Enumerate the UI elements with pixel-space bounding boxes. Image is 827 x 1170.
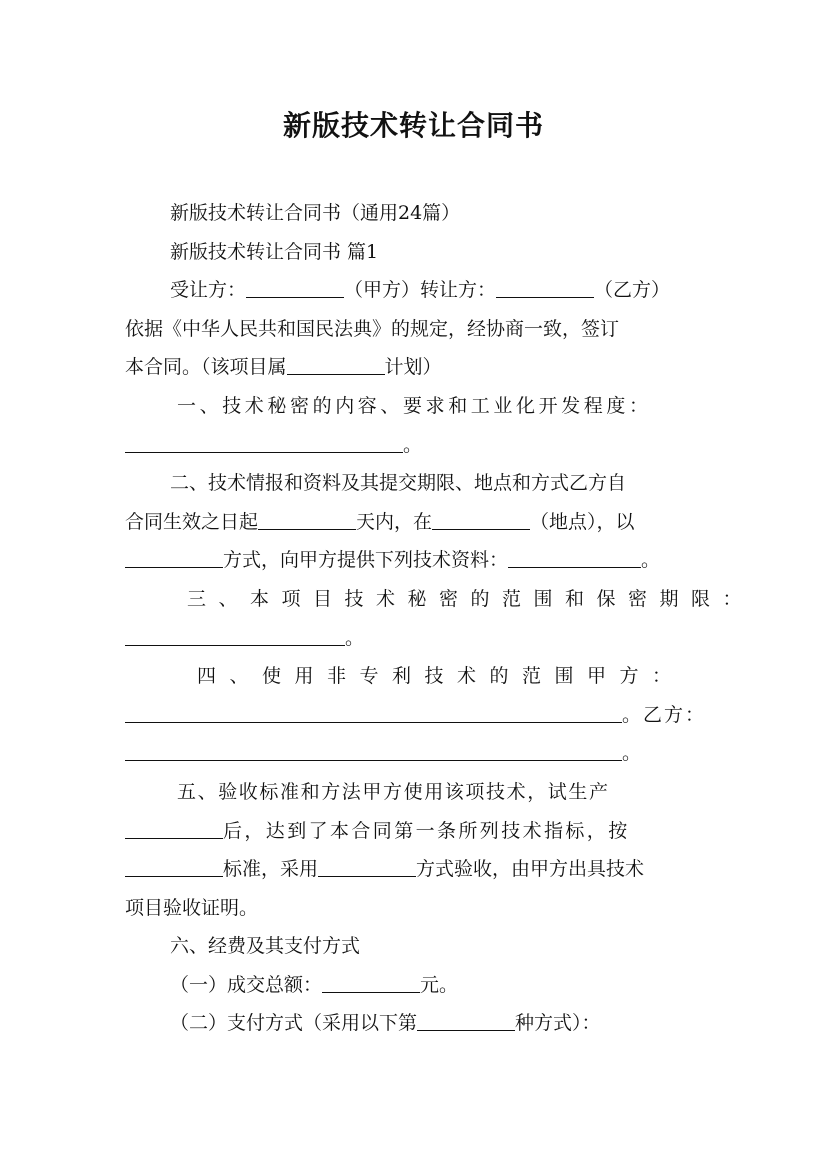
blank-line [125,820,223,839]
blank-line [432,511,530,530]
text-run: 后，达到了本合同第一条所列技术指标，按 [223,819,630,842]
document-title: 新版技术转让合同书 [282,109,544,142]
text-run: （二）支付方式（采用以下第 [170,1012,418,1035]
blank-line [125,858,223,877]
paragraph [125,734,710,773]
blank-line [125,549,223,568]
paragraph [125,966,710,1005]
text-run: （乙方） [594,279,671,302]
document-body [125,194,755,1043]
text-run: （地点），以 [530,510,635,533]
blank-line [125,434,403,453]
paragraph [125,541,710,580]
paragraph: 二、技术情报和资料及其提交期限、地点和方式乙方自 [170,472,627,495]
blank-line [125,704,622,723]
blank-line [125,627,345,646]
blank-line [508,549,641,568]
paragraph: 新版技术转让合同书（通用24篇） [170,202,461,224]
paragraph: 新版技术转让合同书 篇1 [170,240,379,263]
paragraph: 五、验收标准和方法甲方使用该项技术，试生产 [177,780,610,803]
text-run: 计划） [384,356,442,379]
text-run: 。 [622,742,642,765]
paragraph [125,812,710,851]
paragraph: 依据《中华人民共和国民法典》的规定，经协商一致，签订 [125,317,620,340]
blank-line [246,279,344,298]
text-run: 。 [641,549,661,572]
blank-line [258,511,356,530]
paragraph [125,348,710,387]
text-run: 元。 [420,973,459,996]
blank-line [318,858,416,877]
text-run: 。乙方： [622,703,707,726]
text-run: 。 [345,626,365,649]
paragraph [125,271,710,310]
paragraph: 四、使用非专利技术的范围甲方： [197,665,685,688]
text-run: 天内，在 [356,510,433,533]
blank-line [496,279,594,298]
text-run: 种方式）： [515,1012,601,1035]
blank-line [125,742,622,761]
paragraph: 一、技术秘密的内容、要求和工业化开发程度： [177,394,652,417]
text-run: 标准，采用 [223,858,319,881]
blank-line [322,974,420,993]
text-run: 合同生效之日起 [125,510,259,533]
text-run: 方式，向甲方提供下列技术资料： [223,549,509,572]
paragraph: 项目验收证明。 [125,896,259,919]
text-run: 受让方： [170,279,247,302]
text-run: （一）成交总额： [170,973,323,996]
paragraph: 三、本项目技术秘密的范围和保密期限： [187,587,755,610]
text-run: 方式验收，由甲方出具技术 [416,858,645,881]
blank-line [417,1012,515,1031]
paragraph [125,426,710,465]
text-run: （甲方）转让方： [344,279,497,302]
paragraph [125,850,710,889]
paragraph [125,619,710,658]
text-run: 。 [403,433,423,456]
blank-line [287,356,385,375]
paragraph [125,1004,710,1043]
text-run: 本合同。（该项目属 [125,356,287,379]
paragraph: 六、经费及其支付方式 [170,935,361,958]
paragraph [125,696,710,735]
paragraph [125,503,710,542]
